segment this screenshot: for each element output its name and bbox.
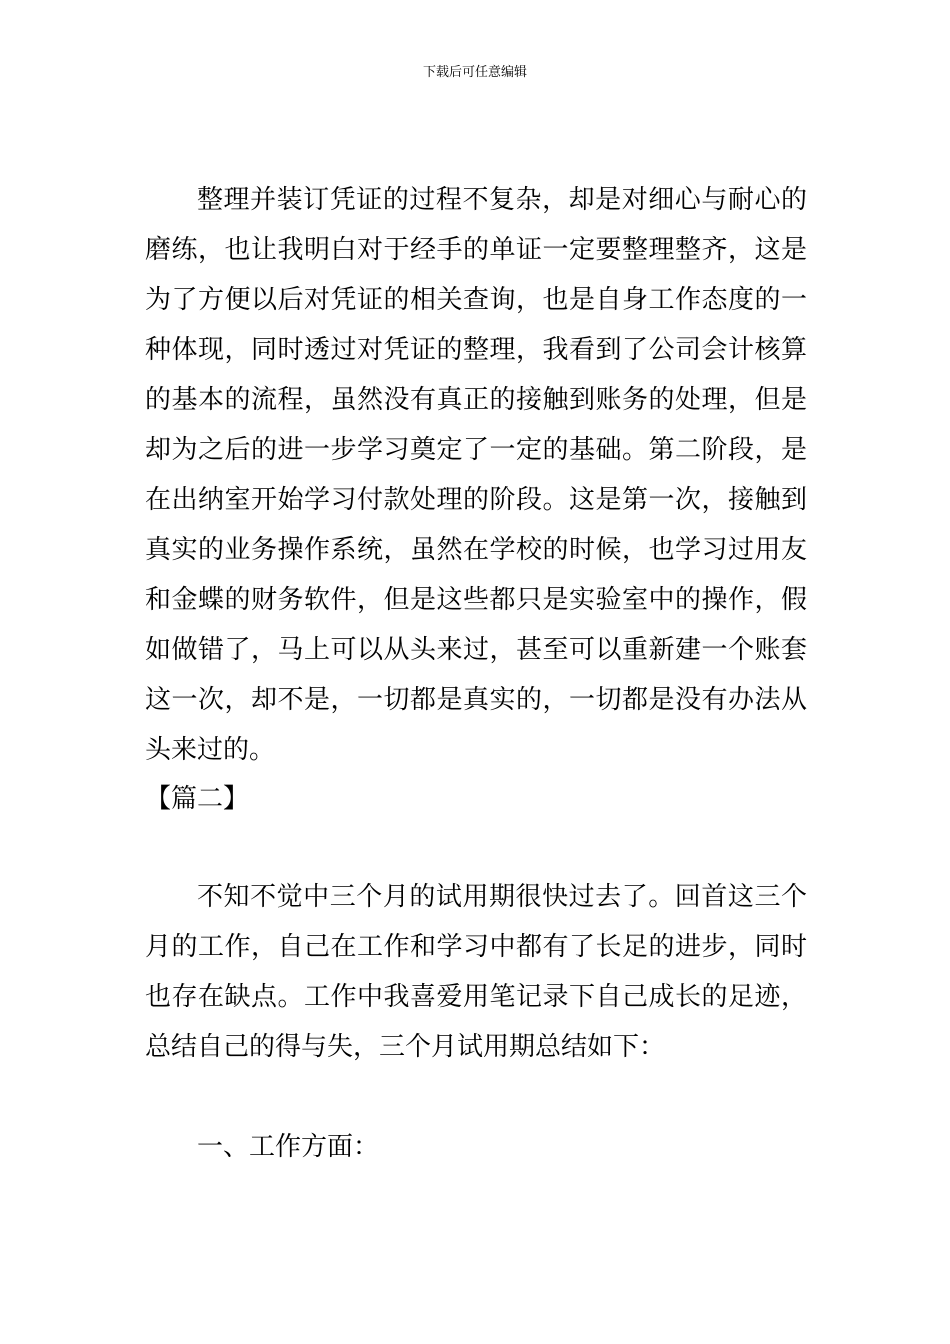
section-title: 【篇二】 (145, 784, 250, 814)
page-header-note: 下载后可任意编辑 (422, 65, 527, 80)
body-paragraph-1: 整理并装订凭证的过程不复杂，却是对细心与耐心的磨练，也让我明白对于经手的单证一定要整理整齐，这是为了方便以后对凭证的相关查询，也是自身工作态度的一种体现，同时透过对凭证的整理，我看到了公司会计核算的基本的流程，虽然没有真正的接触到账务的处理，但是却为之后的进一步学习奠定了一定的基础。第二阶段，是在出纳室开始学习付款处理的阶段。这是第一次，接触到真实的业务操作系统，虽然在学校的时候，也学习过用友和金蝶的财务软件，但是这些都只是实验室中的操作，假如做错了，马上可以从头来过，甚至可以重新建一个账套这一次，却不是，一切都是真实的，一切都是没有办法从头来过的。 (145, 185, 807, 765)
body-paragraph-2: 不知不觉中三个月的试用期很快过去了。回首这三个月的工作，自己在工作和学习中都有了长足的进步，同时也存在缺点。工作中我喜爱用笔记录下自己成长的足迹，总结自己的得与失，三个月试用期总结如下： (145, 882, 807, 1062)
subsection-title: 一、工作方面： (197, 1132, 380, 1162)
